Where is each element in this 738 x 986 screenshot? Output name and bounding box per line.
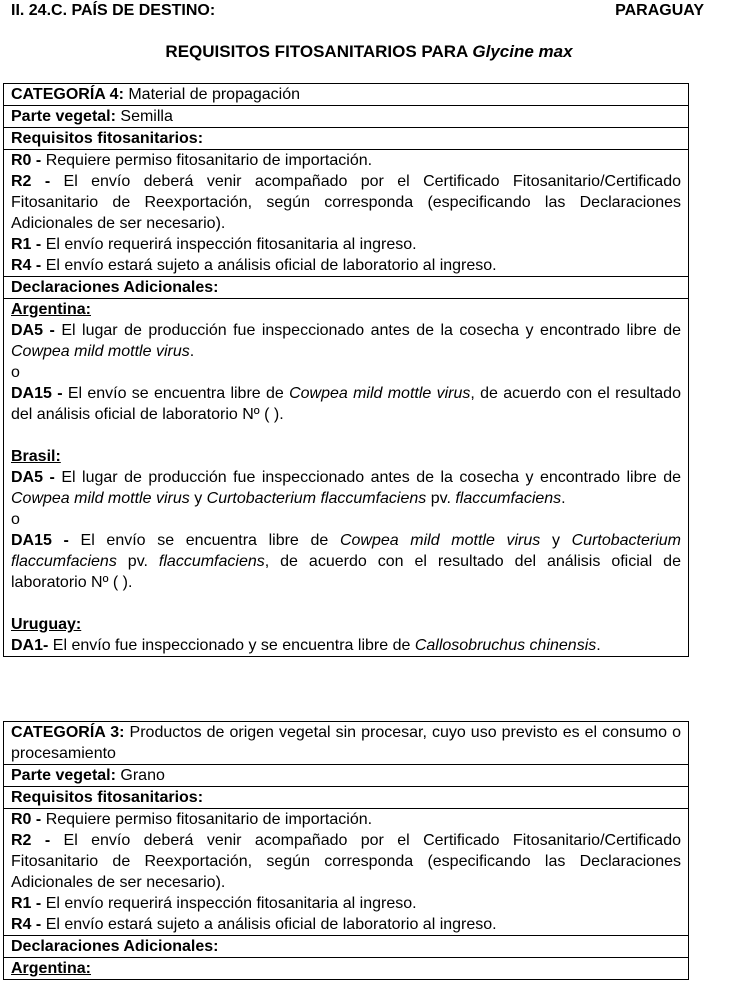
declaration-da15-brasil — [11, 530, 681, 593]
declaration-da15-argentina — [11, 383, 681, 425]
conjunction: y — [551, 532, 560, 549]
requirement-r1 — [11, 893, 681, 914]
pest-name: Cowpea mild mottle virus — [339, 532, 541, 549]
declaration-da5-argentina: DA5 - El lugar de producción fue inspeccionado antes de la cosecha y encontrado libre de Cowpea mild mottle virus. — [11, 322, 682, 360]
document-title — [0, 41, 738, 63]
declaration-code: DA1- — [11, 637, 49, 654]
requirement-code: R4 - — [11, 916, 42, 933]
document-header — [11, 0, 704, 22]
declaration-code: DA15 - — [11, 385, 63, 402]
or-separator: o — [11, 364, 20, 381]
requirement-code: R0 - — [11, 811, 42, 828]
declaration-text: , de acuerdo con el resultado del análisis oficial de laboratorio Nº ( ). — [11, 553, 681, 591]
declaration-text: El envío se encuentra libre de — [80, 532, 329, 549]
pathovar-abbrev: pv. — [127, 553, 148, 570]
requirement-code: R2 - — [11, 173, 51, 190]
pathovar-abbrev: pv. — [430, 490, 451, 507]
pest-name: Cowpea mild mottle virus — [289, 385, 471, 402]
pest-name: Cowpea mild mottle virus — [11, 343, 190, 360]
requirements-list-row — [4, 150, 689, 277]
category-row — [4, 722, 689, 765]
requirement-r0 — [11, 150, 681, 171]
requirement-r0 — [11, 809, 681, 830]
declaration-text: El lugar de producción fue inspeccionado antes de la cosecha y encontrado libre de — [61, 322, 682, 339]
requirement-r2 — [11, 171, 681, 234]
requirement-text: El envío estará sujeto a análisis oficial de laboratorio al ingreso. — [45, 916, 497, 933]
category-4-table — [3, 83, 689, 657]
plant-part-value: Grano — [120, 767, 165, 784]
requirement-code: R4 - — [11, 257, 42, 274]
declaration-text: El lugar de producción fue inspeccionado antes de la cosecha y encontrado libre de — [61, 469, 682, 486]
requirement-text: El envío estará sujeto a análisis oficial de laboratorio al ingreso. — [45, 257, 497, 274]
plant-part-label: Parte vegetal: — [11, 767, 116, 784]
requirement-r4 — [11, 914, 681, 935]
requirements-list-row — [4, 809, 689, 936]
requirement-text: El envío deberá venir acompañado por el Certificado Fitosanitario/Certificado Fitosanitario de Reexportación, según corresponda (especificando las Declaraciones Adicionales de ser necesario). — [11, 173, 681, 232]
section-heading: II. 24.C. PAÍS DE DESTINO: — [11, 2, 216, 19]
requirement-r4 — [11, 255, 681, 276]
category-value: Productos de origen vegetal sin procesar, cuyo uso previsto es el consumo o procesamiento — [11, 724, 682, 762]
title-prefix: REQUISITOS FITOSANITARIOS PARA — [165, 42, 468, 61]
category-value: Material de propagación — [128, 86, 301, 103]
declaration-da5-brasil: DA5 - El lugar de producción fue inspeccionado antes de la cosecha y encontrado libre de Cowpea mild mottle virus y Curtobacterium flaccumfaciens pv. flaccumfaciens. — [11, 469, 682, 507]
requirements-header: Requisitos fitosanitarios: — [11, 789, 204, 806]
plant-part-label: Parte vegetal: — [11, 108, 116, 125]
declaration-code: DA5 - — [11, 322, 55, 339]
requirement-text: Requiere permiso fitosanitario de importación. — [45, 152, 373, 169]
country-argentina: Argentina: — [11, 960, 91, 977]
requirement-code: R1 - — [11, 236, 42, 253]
category-label: CATEGORÍA 4: — [11, 86, 124, 103]
category-label: CATEGORÍA 3: — [11, 724, 125, 741]
pest-name: Cowpea mild mottle virus — [11, 490, 190, 507]
title-species: Glycine max — [472, 42, 573, 61]
country-brasil: Brasil: — [11, 448, 61, 465]
pathovar-name: flaccumfaciens — [455, 490, 562, 507]
country-uruguay: Uruguay: — [11, 616, 82, 633]
or-separator: o — [11, 511, 20, 528]
requirement-text: El envío requerirá inspección fitosanitaria al ingreso. — [45, 895, 417, 912]
plant-part-value: Semilla — [120, 108, 173, 125]
additional-declarations-header: Declaraciones Adicionales: — [11, 279, 219, 296]
requirement-text: El envío requerirá inspección fitosanitaria al ingreso. — [45, 236, 417, 253]
additional-declarations-header: Declaraciones Adicionales: — [11, 938, 219, 955]
declaration-code: DA5 - — [11, 469, 55, 486]
declaration-text: El envío fue inspeccionado y se encuentra libre de — [52, 637, 411, 654]
pest-name: Callosobruchus chinensis — [414, 637, 597, 654]
additional-declarations-header-row — [4, 936, 689, 958]
destination-country: PARAGUAY — [615, 2, 704, 19]
requirements-header-row — [4, 128, 689, 150]
declaration-text: El envío se encuentra libre de — [67, 385, 284, 402]
plant-part-row — [4, 106, 689, 128]
requirement-code: R2 - — [11, 832, 51, 849]
requirements-header: Requisitos fitosanitarios: — [11, 130, 204, 147]
declaration-text: , de acuerdo con el resultado del análisis oficial de laboratorio Nº ( ). — [11, 385, 681, 423]
requirements-header-row — [4, 787, 689, 809]
requirement-text: El envío deberá venir acompañado por el Certificado Fitosanitario/Certificado Fitosanitario de Reexportación, según corresponda (especificando las Declaraciones Adicionales de ser necesario). — [11, 832, 681, 891]
requirement-text: Requiere permiso fitosanitario de importación. — [45, 811, 373, 828]
category-3-table — [3, 721, 689, 980]
plant-part-row — [4, 765, 689, 787]
pest-name: Curtobacterium flaccumfaciens — [11, 532, 681, 570]
pest-name: Curtobacterium flaccumfaciens — [206, 490, 427, 507]
requirement-code: R0 - — [11, 152, 42, 169]
requirement-r1 — [11, 234, 681, 255]
declaration-code: DA15 - — [11, 532, 69, 549]
requirement-r2 — [11, 830, 681, 893]
declaration-da1-uruguay: DA1- El envío fue inspeccionado y se encuentra libre de Callosobruchus chinensis. — [11, 637, 601, 654]
category-row — [4, 84, 689, 106]
additional-declarations-header-row — [4, 277, 689, 299]
requirement-code: R1 - — [11, 895, 42, 912]
conjunction: y — [194, 490, 203, 507]
additional-declarations-row — [4, 958, 689, 980]
additional-declarations-row — [4, 299, 689, 657]
country-argentina: Argentina: — [11, 301, 91, 318]
pathovar-name: flaccumfaciens — [158, 553, 265, 570]
